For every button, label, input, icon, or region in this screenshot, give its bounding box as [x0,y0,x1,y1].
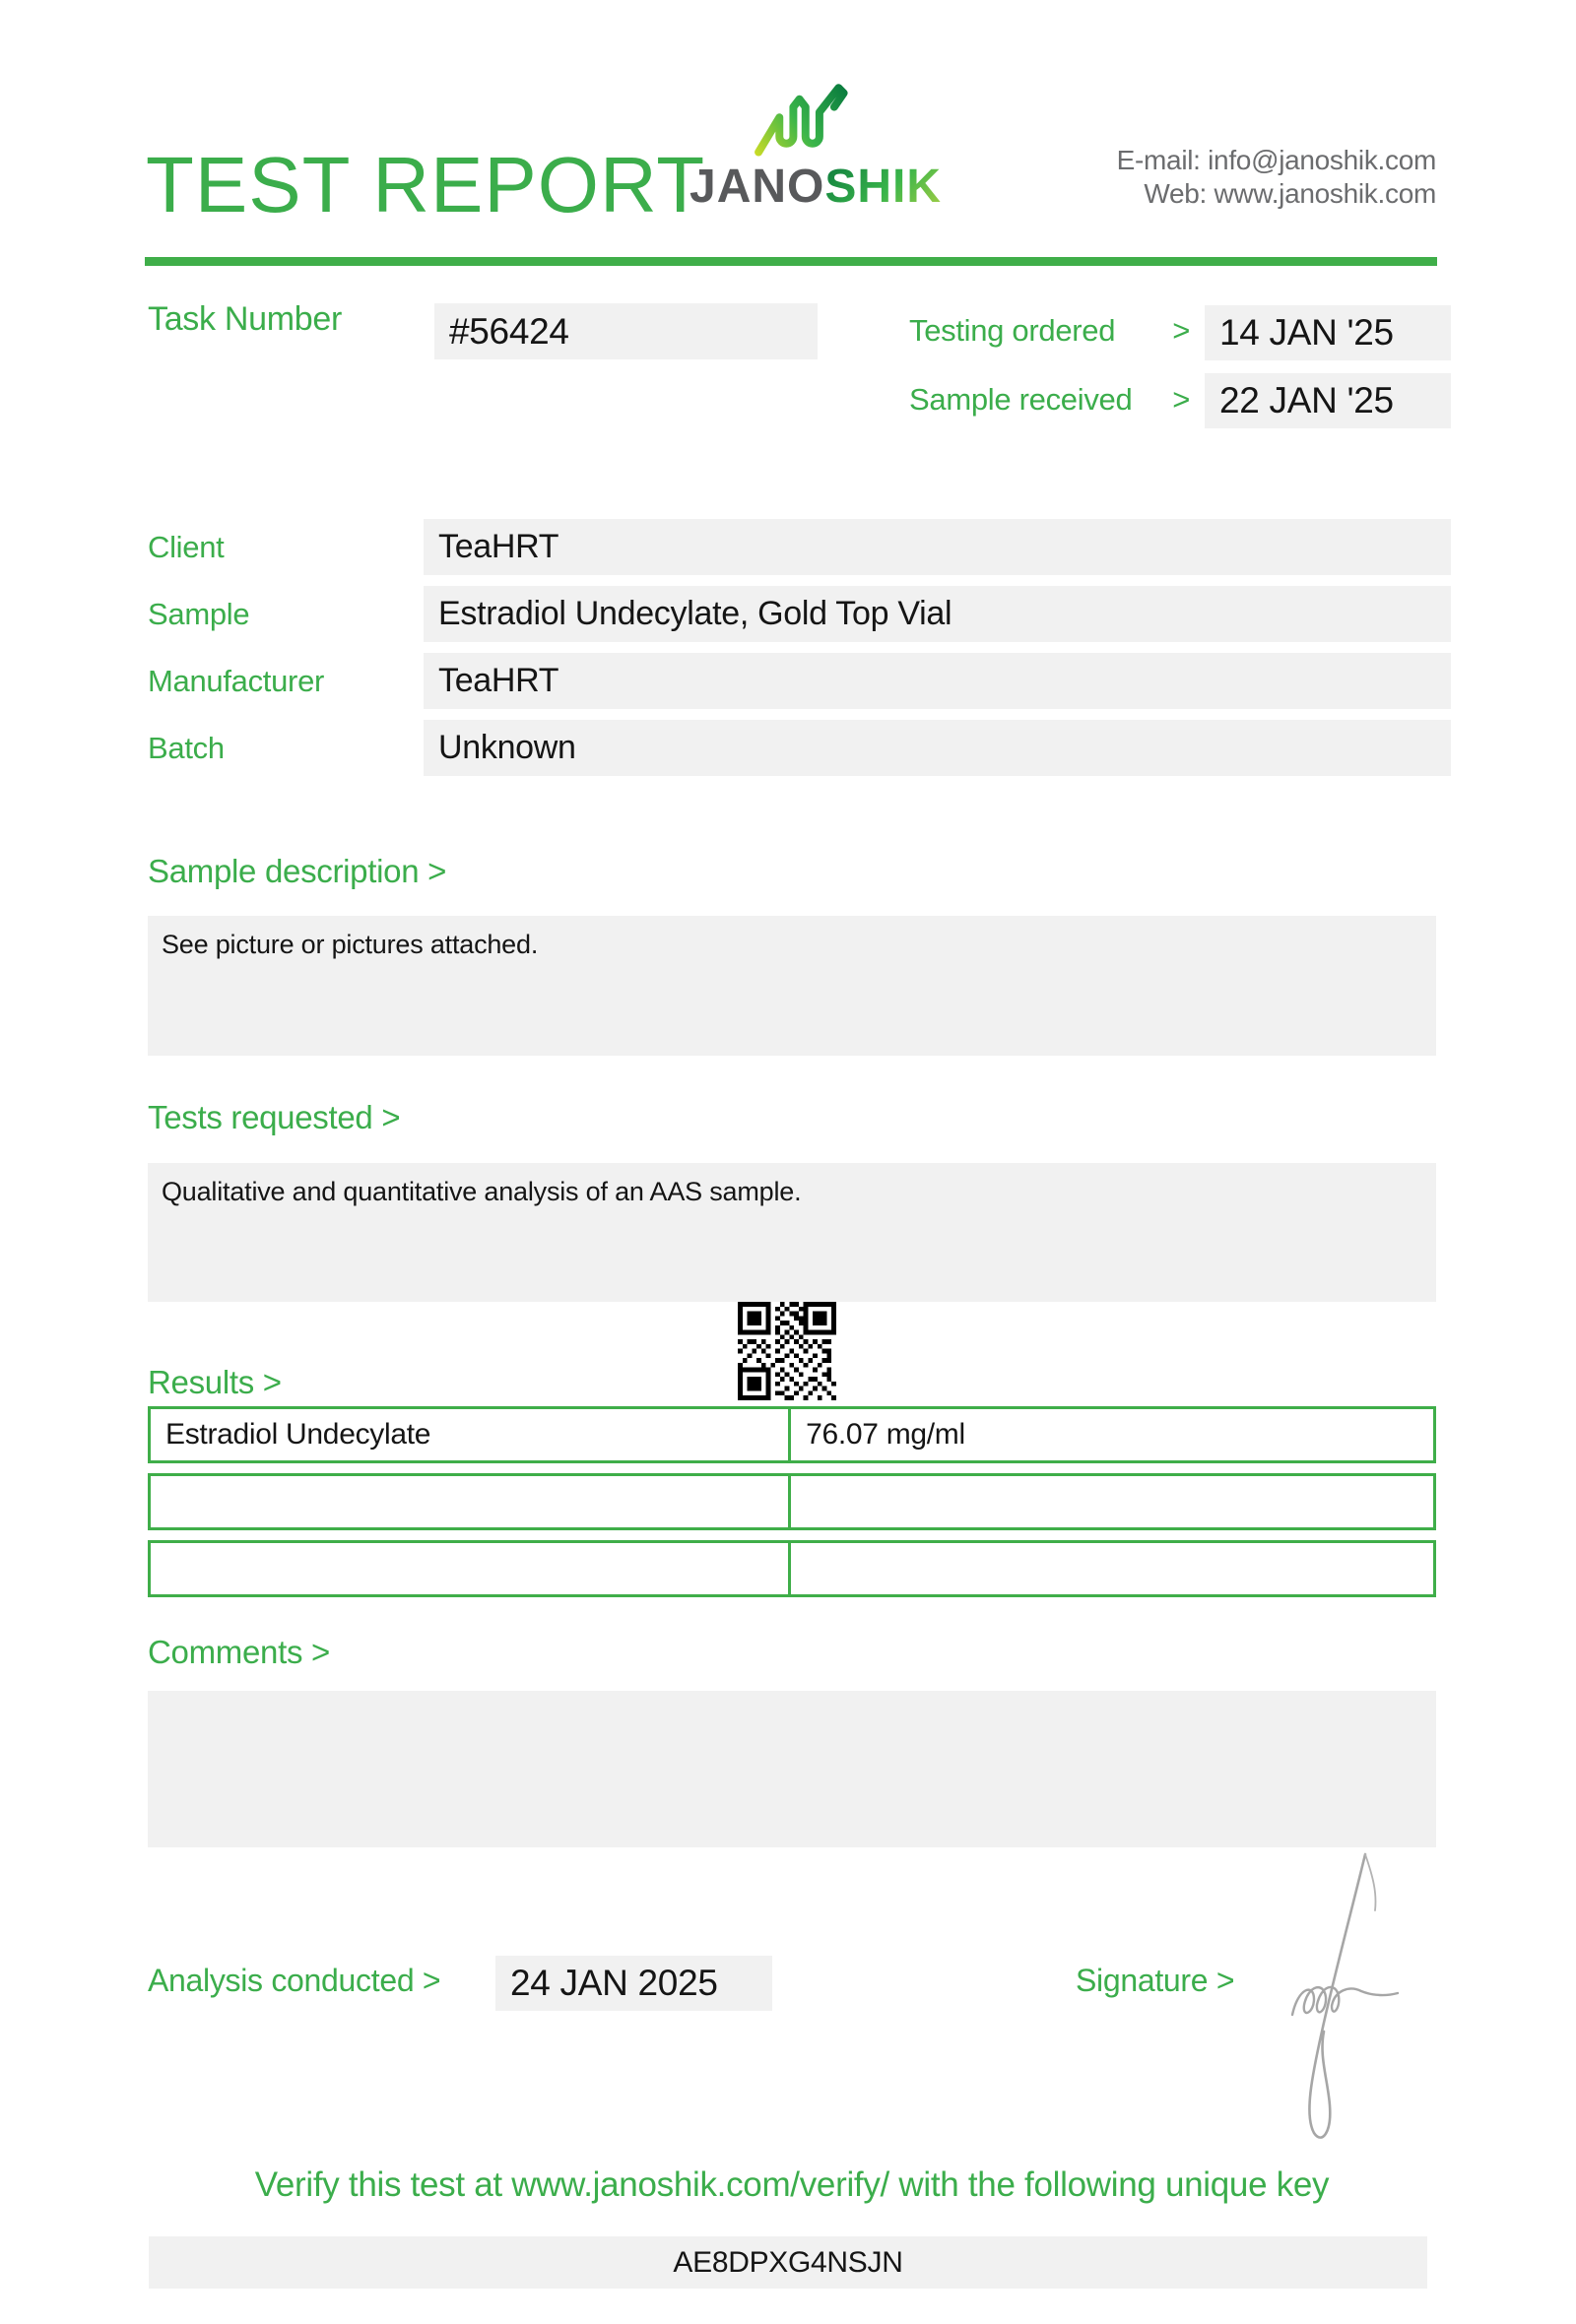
results-heading: Results > [148,1364,282,1400]
client-label: Client [148,530,225,564]
analysis-date: 24 JAN 2025 [495,1956,772,2011]
sample-received-arrow: > [1172,382,1190,417]
testing-ordered-value: 14 JAN '25 [1205,305,1451,360]
batch-value: Unknown [424,720,1451,776]
sample-description-box: See picture or pictures attached. [148,916,1436,1056]
verify-key-box [149,2236,1427,2289]
testing-ordered-row [909,313,1190,349]
signature-image [1263,1849,1411,2145]
sample-description-heading: Sample description > [148,853,447,889]
wordmark-jano: JANO [690,161,825,213]
sample-received-label: Sample received [909,382,1133,417]
result-value [788,1476,1433,1527]
testing-ordered-arrow: > [1172,313,1190,348]
result-name [151,1476,788,1527]
qr-code [738,1302,836,1400]
result-value: 76.07 mg/ml [788,1409,1433,1460]
manufacturer-label: Manufacturer [148,664,325,698]
comments-heading: Comments > [148,1634,330,1670]
testing-ordered-label: Testing ordered [909,313,1116,348]
task-number-label: Task Number [148,300,342,338]
tests-requested-box: Qualitative and quantitative analysis of an AAS sample. [148,1163,1436,1302]
contact-email: E-mail: info@janoshik.com [1116,145,1436,175]
wordmark-shik: SHIK [824,161,943,213]
sample-received-row [909,382,1190,418]
sample-received-value: 22 JAN '25 [1205,373,1451,428]
signature-label: Signature > [1076,1963,1235,1998]
janoshik-wordmark [690,160,943,214]
batch-label: Batch [148,731,225,765]
trend-chart-icon [752,81,856,158]
verify-text: Verify this test at www.janoshik.com/verify/ with the following unique key [254,2165,1330,2204]
verify-key: AE8DPXG4NSJN [673,2245,903,2279]
task-number-value: #56424 [434,303,818,359]
result-name: Estradiol Undecylate [165,1418,431,1451]
sample-label: Sample [148,597,250,631]
comments-box [148,1691,1436,1847]
header-divider [145,257,1437,266]
result-row [148,1406,1436,1463]
contact-info [1117,144,1436,211]
result-name [151,1543,788,1594]
manufacturer-value: TeaHRT [424,653,1451,709]
results-table [148,1406,1436,1597]
client-value: TeaHRT [424,519,1451,575]
result-row [148,1540,1436,1597]
tests-requested-heading: Tests requested > [148,1099,401,1135]
page-title: TEST REPORT [146,141,706,228]
janoshik-logo [690,81,943,214]
analysis-conducted-label: Analysis conducted > [148,1963,441,1998]
contact-web: Web: www.janoshik.com [1144,178,1436,209]
result-row [148,1473,1436,1530]
result-value [788,1543,1433,1594]
sample-value: Estradiol Undecylate, Gold Top Vial [424,586,1451,642]
